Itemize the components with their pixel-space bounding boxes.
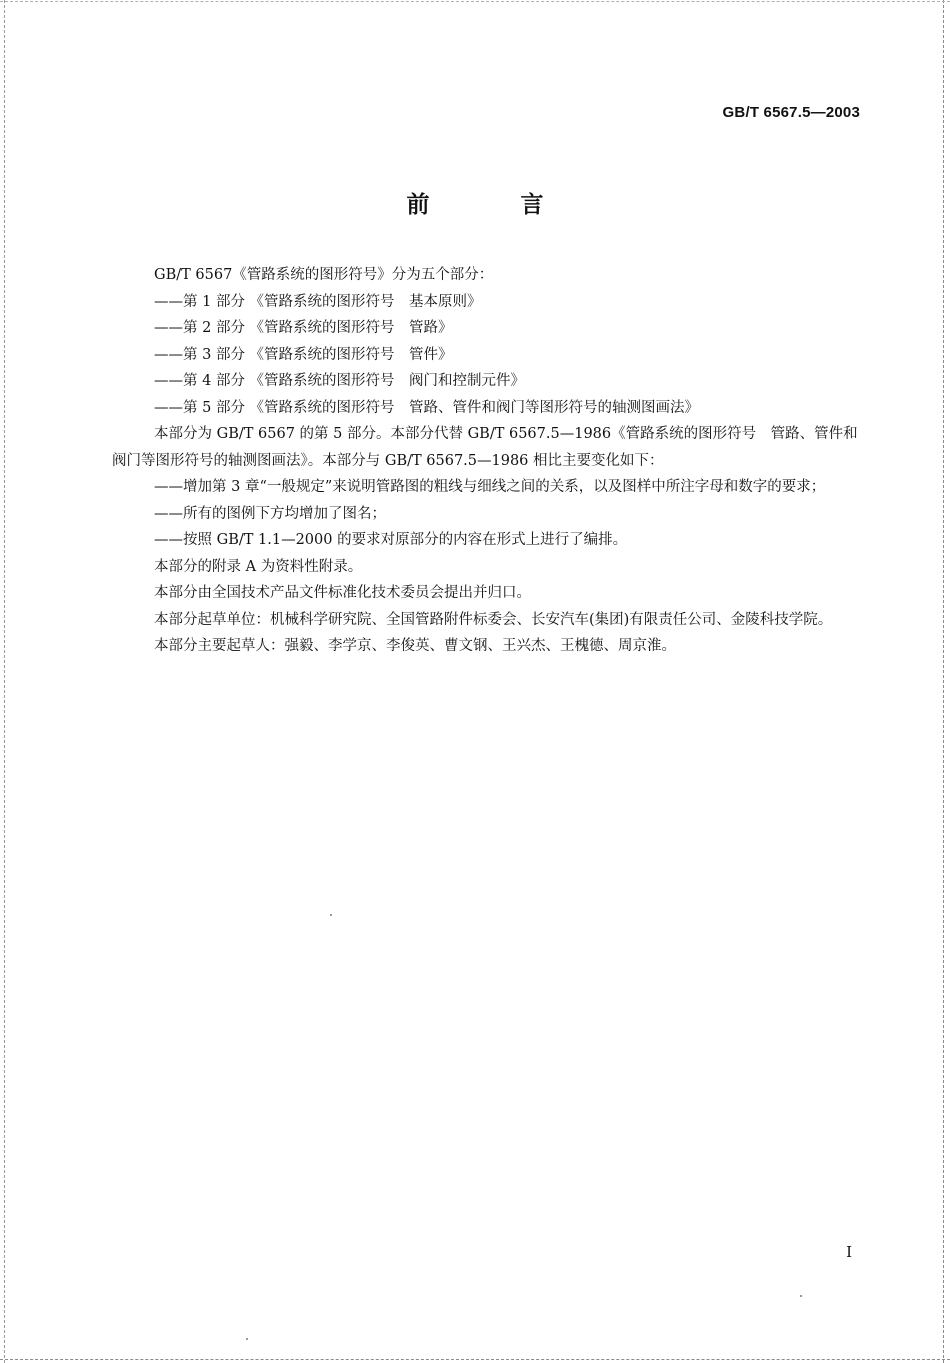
scan-speck (800, 1295, 802, 1297)
change-list-item-2: ——所有的图例下方均增加了图名； (154, 505, 386, 522)
page-title: 前 言 (406, 192, 578, 218)
replace-paragraph: 本部分为 GB/T 6567 的第 5 部分。本部分代替 GB/T 6567.5—1986《管路系统的图形符号 管路、管件和阀门等图形符号的轴测图画法》。本部分与 GB/T 6567.5—1986 相比主要变化如下： (112, 426, 858, 469)
part-list-item-3: ——第 3 部分 《管路系统的图形符号 管件》 (154, 346, 453, 363)
scan-edge-top (0, 1, 950, 2)
page-number: I (846, 1243, 852, 1261)
drafting-units-paragraph: 本部分起草单位：机械科学研究院、全国管路附件标委会、长安汽车(集团)有限责任公司、金陵科技学院。 (154, 611, 833, 628)
foreword-body (112, 262, 862, 660)
part-list-item-5: ——第 5 部分 《管路系统的图形符号 管路、管件和阀门等图形符号的轴测图画法》 (154, 399, 700, 416)
change-list-item-1: ——增加第 3 章“一般规定”来说明管路图的粗线与细线之间的关系，以及图样中所注字母和数字的要求； (154, 479, 826, 495)
standard-code: GB/T 6567.5—2003 (722, 104, 860, 121)
intro-paragraph: GB/T 6567《管路系统的图形符号》分为五个部分： (154, 267, 494, 283)
drafters-paragraph: 本部分主要起草人：强毅、李学京、李俊英、曹文钢、王兴杰、王槐德、周京淮。 (154, 638, 676, 654)
part-list-item-2: ——第 2 部分 《管路系统的图形符号 管路》 (154, 320, 453, 336)
change-list-item-3: ——按照 GB/T 1.1—2000 的要求对原部分的内容在形式上进行了编排。 (154, 532, 628, 548)
part-list-item-1: ——第 1 部分 《管路系统的图形符号 基本原则》 (154, 293, 482, 310)
scan-speck (330, 914, 332, 916)
proposer-paragraph: 本部分由全国技术产品文件标准化技术委员会提出并归口。 (154, 585, 531, 601)
part-list-item-4: ——第 4 部分 《管路系统的图形符号 阀门和控制元件》 (154, 373, 526, 389)
scan-speck (246, 1338, 248, 1340)
scan-edge-bottom (0, 1359, 950, 1360)
appendix-paragraph: 本部分的附录 A 为资料性附录。 (154, 558, 363, 575)
